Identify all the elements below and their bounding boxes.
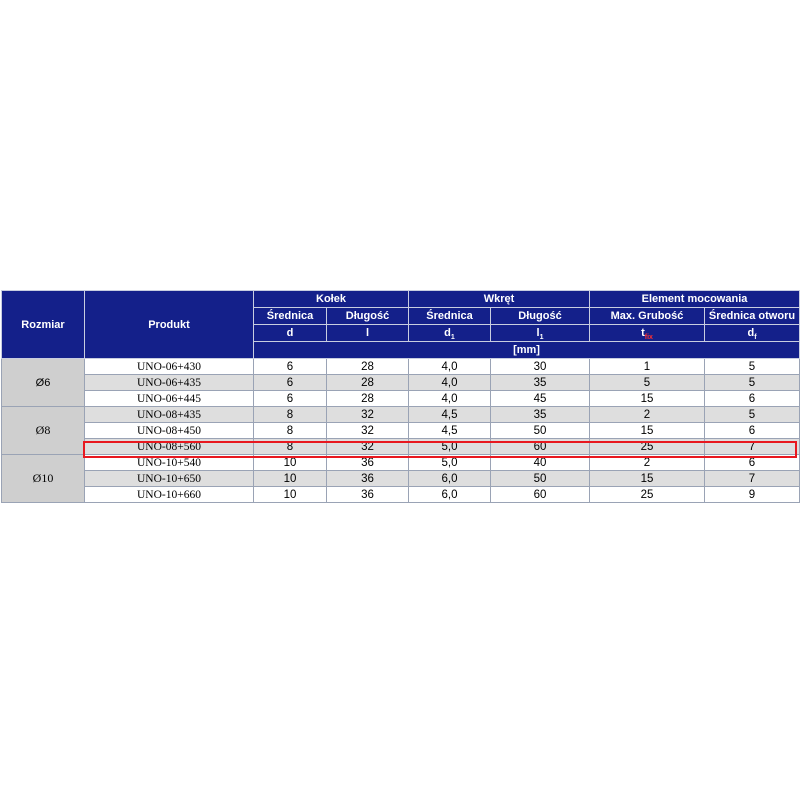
header-max-grubosc: Max. Grubość xyxy=(590,308,705,325)
value-cell-l1: 60 xyxy=(491,439,590,455)
value-cell-d: 10 xyxy=(254,487,327,503)
value-cell-d1: 4,0 xyxy=(409,359,491,375)
table-row xyxy=(2,375,800,391)
value-cell-l1: 40 xyxy=(491,455,590,471)
value-cell-l: 32 xyxy=(327,407,409,423)
table-row xyxy=(2,487,800,503)
header-symbol-d1: $d_1$ xyxy=(409,325,491,342)
value-cell-l1: 35 xyxy=(491,375,590,391)
header-unit: [mm] xyxy=(254,342,800,359)
value-cell-d1: 5,0 xyxy=(409,455,491,471)
header-wkret-dlugosc: Długość xyxy=(491,308,590,325)
value-cell-l1: 45 xyxy=(491,391,590,407)
value-cell-tfix: 1 xyxy=(590,359,705,375)
table-row xyxy=(2,439,800,455)
value-cell-d: 6 xyxy=(254,375,327,391)
value-cell-tfix: 25 xyxy=(590,487,705,503)
product-cell: UNO-06+445 xyxy=(85,391,254,407)
value-cell-df: 5 xyxy=(705,375,800,391)
value-cell-df: 6 xyxy=(705,391,800,407)
header-kolek-srednica: Średnica xyxy=(254,308,327,325)
value-cell-d1: 4,0 xyxy=(409,391,491,407)
value-cell-d: 6 xyxy=(254,359,327,375)
spec-table-container xyxy=(1,290,799,503)
value-cell-d: 10 xyxy=(254,471,327,487)
value-cell-l: 28 xyxy=(327,375,409,391)
header-group-wkret: Wkręt xyxy=(409,291,590,308)
value-cell-l1: 60 xyxy=(491,487,590,503)
value-cell-d: 10 xyxy=(254,455,327,471)
header-row-groups xyxy=(2,291,800,308)
product-cell: UNO-06+435 xyxy=(85,375,254,391)
value-cell-tfix: 15 xyxy=(590,423,705,439)
value-cell-l1: 35 xyxy=(491,407,590,423)
header-srednica-otworu: Średnica otworu xyxy=(705,308,800,325)
header-kolek-dlugosc: Długość xyxy=(327,308,409,325)
value-cell-l1: 50 xyxy=(491,423,590,439)
value-cell-d1: 5,0 xyxy=(409,439,491,455)
header-size: Rozmiar xyxy=(2,291,85,359)
size-cell: Ø10 xyxy=(2,455,85,503)
table-row xyxy=(2,423,800,439)
header-group-element: Element mocowania xyxy=(590,291,800,308)
value-cell-l: 28 xyxy=(327,391,409,407)
value-cell-tfix: 2 xyxy=(590,407,705,423)
header-group-kolek: Kołek xyxy=(254,291,409,308)
value-cell-df: 7 xyxy=(705,471,800,487)
value-cell-df: 7 xyxy=(705,439,800,455)
size-cell: Ø6 xyxy=(2,359,85,407)
table-row xyxy=(2,359,800,375)
header-symbol-df: $d_f$ xyxy=(705,325,800,342)
table-row xyxy=(2,407,800,423)
table-row xyxy=(2,471,800,487)
value-cell-tfix: 15 xyxy=(590,471,705,487)
value-cell-d1: 4,5 xyxy=(409,407,491,423)
value-cell-l: 36 xyxy=(327,487,409,503)
value-cell-df: 6 xyxy=(705,423,800,439)
value-cell-d: 8 xyxy=(254,407,327,423)
header-symbol-tfix: $t_{fix}$ xyxy=(590,325,705,342)
value-cell-d1: 6,0 xyxy=(409,471,491,487)
spec-table xyxy=(1,290,800,503)
value-cell-l: 36 xyxy=(327,455,409,471)
value-cell-d1: 6,0 xyxy=(409,487,491,503)
value-cell-d1: 4,0 xyxy=(409,375,491,391)
product-cell: UNO-10+650 xyxy=(85,471,254,487)
product-cell: UNO-10+660 xyxy=(85,487,254,503)
value-cell-tfix: 25 xyxy=(590,439,705,455)
value-cell-tfix: 2 xyxy=(590,455,705,471)
header-product: Produkt xyxy=(85,291,254,359)
product-cell: UNO-06+430 xyxy=(85,359,254,375)
value-cell-df: 5 xyxy=(705,359,800,375)
product-cell: UNO-08+450 xyxy=(85,423,254,439)
value-cell-l: 32 xyxy=(327,423,409,439)
value-cell-df: 6 xyxy=(705,455,800,471)
product-cell: UNO-08+560 xyxy=(85,439,254,455)
header-symbol-d: d xyxy=(254,325,327,342)
value-cell-l1: 30 xyxy=(491,359,590,375)
product-cell: UNO-08+435 xyxy=(85,407,254,423)
value-cell-l1: 50 xyxy=(491,471,590,487)
value-cell-d: 8 xyxy=(254,423,327,439)
table-row xyxy=(2,455,800,471)
header-symbol-l: l xyxy=(327,325,409,342)
value-cell-df: 9 xyxy=(705,487,800,503)
spec-table-body xyxy=(2,359,800,503)
value-cell-d1: 4,5 xyxy=(409,423,491,439)
product-cell: UNO-10+540 xyxy=(85,455,254,471)
value-cell-l: 28 xyxy=(327,359,409,375)
table-row xyxy=(2,391,800,407)
value-cell-l: 36 xyxy=(327,471,409,487)
value-cell-d: 8 xyxy=(254,439,327,455)
value-cell-df: 5 xyxy=(705,407,800,423)
header-wkret-srednica: Średnica xyxy=(409,308,491,325)
header-symbol-l1: $l_1$ xyxy=(491,325,590,342)
value-cell-tfix: 15 xyxy=(590,391,705,407)
value-cell-tfix: 5 xyxy=(590,375,705,391)
size-cell: Ø8 xyxy=(2,407,85,455)
value-cell-d: 6 xyxy=(254,391,327,407)
value-cell-l: 32 xyxy=(327,439,409,455)
